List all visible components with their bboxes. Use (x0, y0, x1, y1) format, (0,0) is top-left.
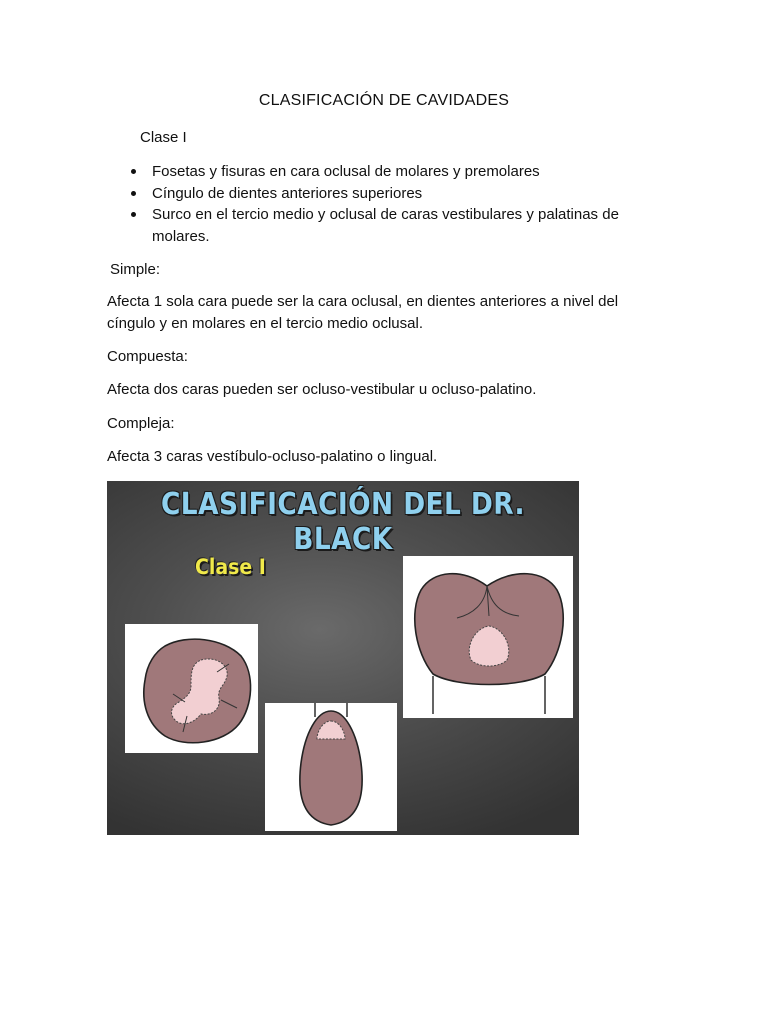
compleja-heading: Compleja: (107, 415, 175, 432)
incisor-icon (265, 703, 397, 831)
compuesta-heading: Compuesta: (107, 348, 188, 365)
bullet-list (107, 161, 637, 247)
bullet-item: Cíngulo de dientes anteriores superiores (107, 183, 637, 205)
simple-heading: Simple: (110, 261, 161, 278)
black-classification-figure (107, 481, 579, 835)
molar-occlusal-icon (125, 624, 258, 753)
figure-title: CLASIFICACIÓN DEL DR. BLACK (160, 487, 526, 557)
section-heading: Clase I (140, 129, 187, 146)
molar-crown-icon (403, 556, 573, 718)
compleja-text: Afecta 3 caras vestíbulo-ocluso-palatino o lingual. (107, 448, 438, 465)
molar-crown-illustration (403, 556, 573, 718)
figure-subtitle: Clase I (195, 555, 266, 579)
bullet-item: Fosetas y fisuras en cara oclusal de molares y premolares (107, 161, 637, 183)
page-title: CLASIFICACIÓN DE CAVIDADES (258, 92, 510, 109)
simple-text: Afecta 1 sola cara puede ser la cara oclusal, en dientes anteriores a nivel del cíngulo y en molares en el tercio medio oclusal. (107, 293, 619, 332)
compuesta-text: Afecta dos caras pueden ser ocluso-vestibular u ocluso-palatino. (107, 381, 537, 398)
bullet-item: Surco en el tercio medio y oclusal de caras vestibulares y palatinas de molares. (107, 204, 637, 247)
molar-occlusal-illustration (125, 624, 258, 753)
incisor-lingual-illustration (265, 703, 397, 831)
